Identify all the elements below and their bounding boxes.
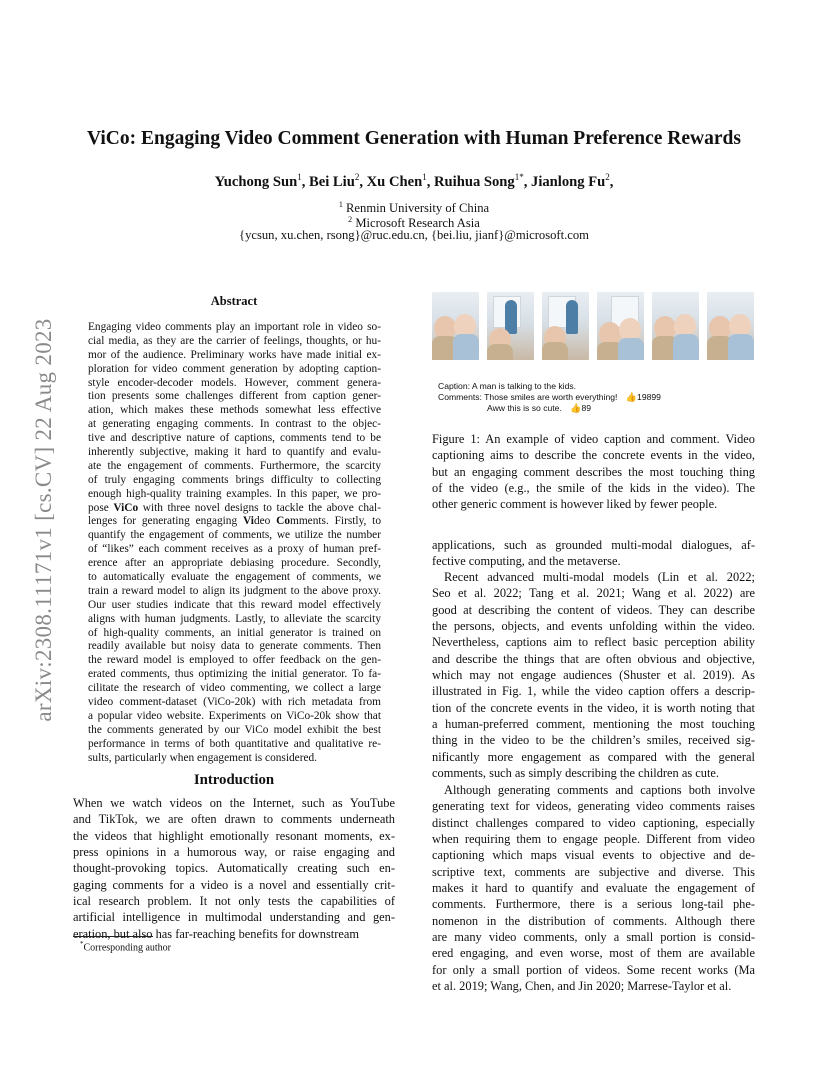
text-line: tive and descriptive nature of captions, comments tend to be	[88, 432, 381, 445]
comment-likes: 19899	[637, 392, 661, 402]
text-line: eration, but also has far-reaching benefits for downstream	[73, 926, 360, 941]
thumbs-up-icon: 👍	[625, 392, 638, 402]
author-sup: 2	[354, 172, 360, 182]
text-line: Figure 1: An example of video caption and comment. Video	[432, 432, 755, 446]
arxiv-stamp-text: arXiv:2308.11171v1 [cs.CV] 22 Aug 2023	[31, 318, 56, 722]
video-frame	[542, 292, 589, 360]
text-line: Recent advanced multi-modal models (Lin et al. 2022;	[444, 570, 755, 584]
introduction-body	[73, 795, 395, 942]
abstract-body	[88, 321, 381, 766]
text-line: of “likes” each comment receives as a proxy of human pref-	[88, 543, 381, 556]
text-line: comments, such as simply describing the children as cute.	[432, 766, 719, 781]
text-line: the reward model is employed to offer feedback on the gen-	[88, 654, 381, 667]
author-list: Yuchong Sun$^1$, Bei Liu$^2$, Xu Chen$^1$, Ruihua Song$^{1*}$, Jianlong Fu$^2$,	[214, 172, 614, 190]
text-line: style encoder-decoder models. However, comment genera-	[88, 376, 381, 389]
text-line: good at describing the content of videos. They can describe	[432, 602, 755, 617]
affiliation-sup: 2	[348, 215, 353, 224]
text-line: when requiring them to engage people. Different from video	[432, 832, 755, 847]
right-paragraph-3	[432, 782, 755, 994]
figure-1-caption	[432, 431, 755, 513]
text-line: which may not engage audiences (Shuster et al. 2019). As	[432, 668, 755, 683]
abstract-heading: Abstract	[210, 294, 258, 308]
text-line: Nevertheless, captions aim to reflect basic perception ability	[432, 635, 755, 650]
text-line: thought-provoking topics. Automatically creating such en-	[73, 861, 395, 876]
footnote	[80, 940, 171, 953]
figure-video-frames	[432, 292, 754, 360]
affiliation-text: Renmin University of China	[346, 201, 490, 216]
text-line: a popular video website. Experiments on ViCo-20k show that	[88, 709, 381, 722]
text-line: quantify the engagement of comments, we utilize the number	[88, 529, 381, 542]
text-line: nomenon in the distribution of comments. Although there	[432, 913, 755, 928]
video-frame	[652, 292, 699, 360]
comment-likes: 89	[581, 403, 591, 413]
text-line: captioning which maps visual events to objective and de-	[432, 848, 755, 863]
text-line: artificial intelligence in multimodal understanding and gen-	[73, 910, 395, 925]
video-frame	[707, 292, 754, 360]
paper-title: ViCo: Engaging Video Comment Generation with Human Preference Rewards	[87, 128, 741, 149]
text-line: cial media, as they are the carrier of feelings, thoughts, or hu-	[88, 334, 381, 347]
author-sup: 1	[297, 172, 302, 182]
figure-comment-1	[438, 392, 661, 403]
text-line: readily available but noisy data to generate comments. Then	[88, 640, 381, 653]
text-line: ploration for video comment generation by adopting caption-	[88, 362, 381, 375]
text-line: Engaging video comments play an important role in video so-	[88, 321, 381, 333]
text-line: inherently subjective, making it hard to quantify and evalu-	[88, 446, 381, 459]
text-line: press opinions in a humorous way, or raise engaging and	[73, 845, 395, 860]
author-sup: 1	[422, 172, 427, 182]
text-line: the comments generated by our ViCo model exhibit the best	[88, 723, 381, 736]
author-sup: 1*	[514, 172, 524, 182]
footnote-rule	[73, 936, 153, 937]
text-line: generating text for videos, generating video comments raises	[432, 799, 755, 814]
footnote-text: Corresponding author	[83, 942, 171, 954]
text-line: gaging comments for a video is a novel and essentially crit-	[73, 877, 395, 892]
text-line: applications, such as grounded multi-modal dialogues, af-	[432, 538, 755, 552]
text-line: pose ViCo with three novel designs to tackle the above chal-	[88, 501, 381, 514]
figure-caption-line: Caption: A man is talking to the kids.	[438, 381, 577, 391]
text-line: cilitate the research of video commenting, we collect a large	[88, 682, 381, 695]
text-line: a human-preferred comment, mentioning the most touching	[432, 717, 755, 732]
affiliation-sup: 1	[338, 200, 343, 209]
text-line: thing in the video to be the children’s smiles, received sig-	[432, 733, 755, 748]
footnote-sup: *	[80, 940, 84, 948]
text-line: captioning aims to describe the concrete events in the video,	[432, 448, 755, 463]
text-line: When we watch videos on the Internet, such as YouTube	[73, 796, 395, 810]
text-line: ered engaging, and even worse, most of them are available	[432, 946, 755, 961]
text-line: ical research problem. It not only tests the capabilities of	[73, 894, 395, 909]
figure-comment-2	[487, 403, 591, 414]
author-name: Xu Chen	[366, 173, 423, 190]
author-name: Ruihua Song	[434, 173, 515, 190]
video-frame	[597, 292, 644, 360]
video-frame	[487, 292, 534, 360]
text-line: and TikTok, we are often drawn to comments underneath	[73, 812, 395, 827]
text-line: mor of the audience. Preliminary works have made initial ex-	[88, 348, 381, 361]
text-line: at generating engaging comments. In contrast to the objec-	[88, 418, 381, 431]
text-line: ation, which makes these methods somewhat less effective	[88, 404, 381, 417]
introduction-heading: Introduction	[193, 772, 275, 788]
text-line: distinct challenges compared to video captioning, especially	[432, 815, 755, 830]
text-line: sults, particularly when engagement is considered.	[88, 751, 318, 764]
thumbs-up-icon: 👍	[570, 403, 582, 413]
text-line: fective computing, and the metaverse.	[432, 554, 621, 569]
text-line: Seo et al. 2022; Tang et al. 2021; Wang et al. 2022) are	[432, 586, 755, 601]
text-line: tion presents some challenges different from caption gener-	[88, 390, 381, 403]
right-paragraph-2	[432, 569, 755, 781]
comment-text: Aww this is so cute.	[487, 403, 562, 413]
text-line: video comment-dataset (ViCo-20k) with rich metadata from	[88, 696, 381, 709]
text-line: ate the engagement of comments. Furthermore, the scarcity	[88, 459, 381, 472]
text-line: performance in terms of both quantitative and qualitative re-	[88, 737, 381, 750]
text-line: but an engaging comment describes the most touching thing	[432, 464, 755, 479]
right-paragraph-1	[432, 537, 755, 570]
text-line: illustrated in Fig. 1, while the video caption offers a descrip-	[432, 684, 755, 699]
text-line: Although generating comments and captions both involve	[444, 783, 755, 797]
text-line: erated comments, thus optimizing the initial generator. To fa-	[88, 668, 381, 681]
author-name: Jianlong Fu	[531, 173, 606, 190]
author-name: Bei Liu	[309, 173, 355, 190]
text-line: et al. 2019; Wang, Chen, and Jin 2020; Marrese-Taylor et al.	[432, 979, 732, 994]
text-line: train a reward model to align its judgment to the above proxy.	[88, 584, 381, 597]
text-line: to automatically evaluate the engagement of comments, we	[88, 571, 381, 584]
text-line: comments. Furthermore, there is a serious long-tail phe-	[432, 897, 755, 912]
author-sup: 2	[605, 172, 610, 182]
text-line: lenges for generating engaging Video Comments. Firstly, to	[88, 515, 382, 528]
text-line: aligns with human judgments. Lastly, to alleviate the scarcity	[88, 612, 381, 625]
affiliation-text: Microsoft Research Asia	[355, 216, 480, 231]
text-line: other generic comment is however liked by fewer people.	[432, 497, 718, 512]
text-line: makes it hard to quantify and evaluate the engagement of	[432, 881, 755, 896]
text-line: are many video comments, only a small portion is consid-	[432, 930, 755, 945]
author-name: Yuchong Sun	[214, 173, 298, 190]
text-line: of truly engaging comments brings difficulty to collecting	[88, 473, 381, 486]
text-line: Our user studies indicate that this reward model effectively	[88, 598, 381, 611]
text-line: scriptive text, comments are subjective and diverse. This	[432, 864, 755, 879]
text-line: tion of the concrete events in the video, it is worth noting that	[432, 700, 755, 715]
text-line: of the video (e.g., the smile of the kids in the video). The	[432, 481, 755, 496]
text-line: for only a small portion of videos. Some recent works (Ma	[432, 962, 755, 977]
text-line: of high-quality comments, an initial generator is trained on	[88, 626, 381, 639]
text-line: erence after an appropriate debiasing procedure. Secondly,	[88, 557, 381, 570]
text-line: the persons, objects, and events unfolding within the video.	[432, 619, 755, 634]
text-line: the videos that highlight emotionally resonant moments, ex-	[73, 828, 395, 843]
author-emails: {ycsun, xu.chen, rsong}@ruc.edu.cn, {bei.liu, jianf}@microsoft.com	[239, 228, 589, 242]
video-frame	[432, 292, 479, 360]
text-line: enough high-quality training examples. In this paper, we pro-	[88, 487, 381, 500]
text-line: nificantly more engagement as compared with the general	[432, 749, 755, 764]
text-line: and describe the things that are often obvious and objective,	[432, 651, 755, 666]
comment-text: Comments: Those smiles are worth everything!	[438, 392, 618, 402]
